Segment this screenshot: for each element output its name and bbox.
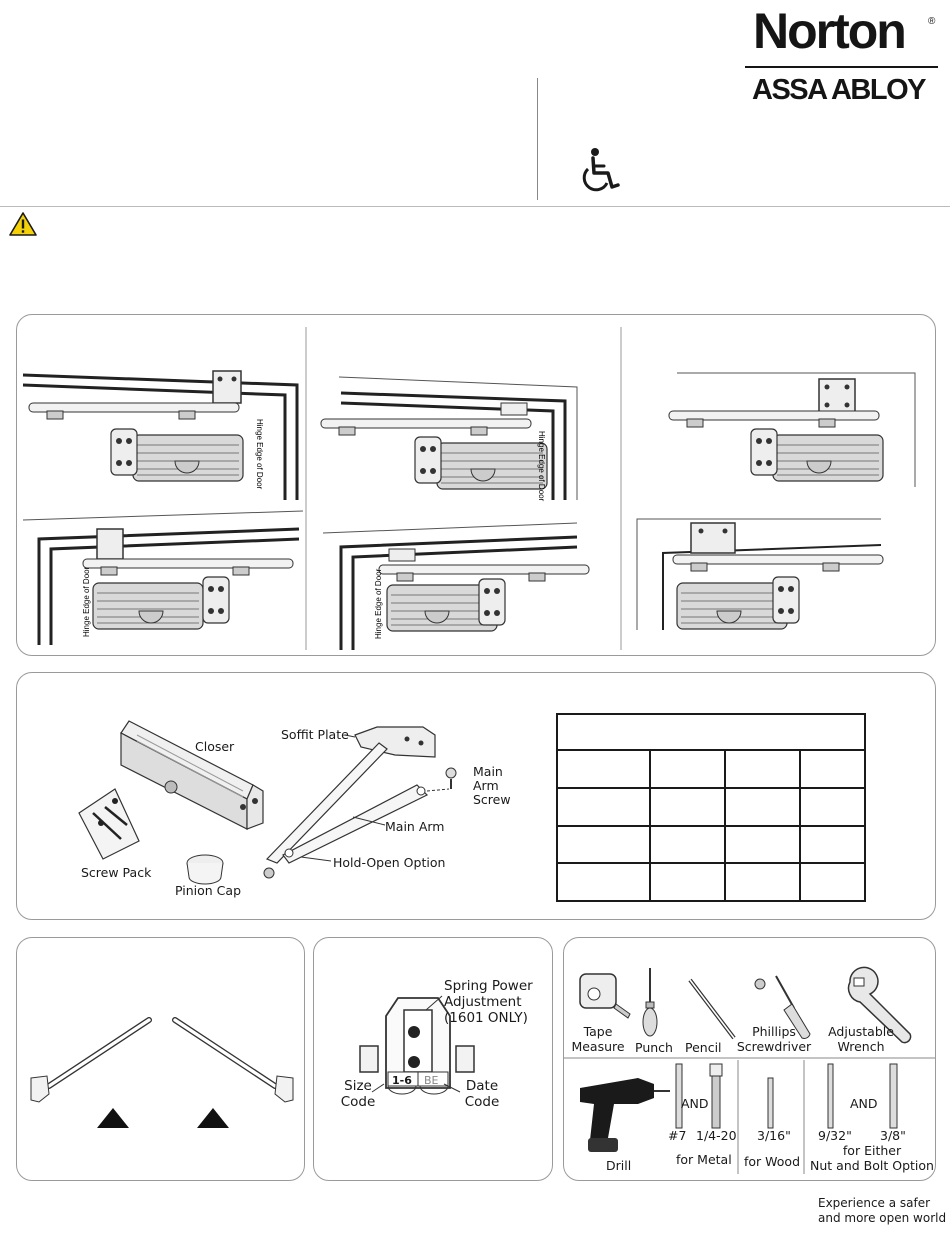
size-code-line-1: Size <box>344 1078 372 1094</box>
header-divider <box>537 78 538 200</box>
spring-power-label <box>444 978 533 1026</box>
wheelchair-accessibility-icon <box>578 147 624 195</box>
screw-pack-label: Screw Pack <box>81 865 152 880</box>
for-either-line-2: Nut and Bolt Option <box>810 1158 934 1173</box>
left-hand-door <box>31 1020 149 1102</box>
date-code-line-2: Code <box>464 1094 500 1110</box>
spring-power-line-1: Spring Power <box>444 978 533 994</box>
tape-measure-label <box>568 1024 628 1054</box>
pencil-icon <box>690 980 734 1038</box>
mounting-options-panel <box>16 314 936 656</box>
closer-label: Closer <box>195 739 235 754</box>
punch-icon <box>643 968 657 1036</box>
brand-name: Norton <box>753 3 905 59</box>
parts-panel <box>16 672 936 920</box>
hinge-edge-label: Hinge Edge of Door <box>374 568 383 639</box>
table-cell <box>557 826 650 864</box>
hinge-edge-label: Hinge Edge of Door <box>82 566 91 637</box>
soffit-plate-label: Soffit Plate <box>281 727 349 742</box>
blank-spec-table <box>556 713 866 902</box>
pinion-cap-illustration <box>187 855 223 884</box>
table-row <box>557 788 865 826</box>
header-rule <box>0 206 950 207</box>
table-cell <box>800 863 865 901</box>
tape-line-1: Tape <box>583 1024 613 1039</box>
bit-38-label: 3/8" <box>880 1128 906 1143</box>
mount-diagram-4 <box>323 523 589 650</box>
for-wood-label: for Wood <box>744 1154 801 1169</box>
table-cell <box>800 788 865 826</box>
phillips-line-2: Screwdriver <box>736 1039 812 1054</box>
main-arm-screw-line-3: Screw <box>473 792 511 807</box>
hinge-edge-label: Hinge Edge of Door <box>255 419 264 490</box>
phillips-line-1: Phillips <box>752 1024 796 1039</box>
tap-icon <box>710 1064 722 1128</box>
and-label: AND <box>850 1096 878 1111</box>
table-row <box>557 714 865 750</box>
table-cell <box>725 750 800 788</box>
phillips-label <box>736 1024 812 1054</box>
tape-measure-icon <box>580 974 630 1018</box>
table-cell <box>650 788 725 826</box>
table-cell <box>725 788 800 826</box>
handing-illustration <box>17 938 305 1181</box>
warning-icon <box>8 211 38 237</box>
for-either-label <box>810 1143 934 1173</box>
drill-bit-icon <box>768 1078 773 1128</box>
logo-rule <box>745 66 938 68</box>
screw-pack-illustration <box>79 789 139 859</box>
pinion-cap-label: Pinion Cap <box>175 883 241 898</box>
table-row <box>557 863 865 901</box>
and-label: AND <box>681 1096 709 1111</box>
for-metal-label: for Metal <box>676 1152 732 1167</box>
bit-316-label: 3/16" <box>757 1128 791 1143</box>
adjustment-valve-icon <box>408 1056 420 1068</box>
parts-illustration <box>17 673 537 920</box>
hold-open-label: Hold-Open Option <box>333 855 446 870</box>
table-row <box>557 750 865 788</box>
for-either-line-1: for Either <box>842 1143 902 1158</box>
drill-bit-icon <box>890 1064 897 1128</box>
drill-icon <box>580 1078 670 1152</box>
brand-tagline <box>818 1196 946 1226</box>
norton-logo <box>745 2 945 112</box>
size-code-line-2: Code <box>340 1094 376 1110</box>
spring-power-line-3: (1601 ONLY) <box>444 1010 528 1026</box>
bit-7-label: #7 <box>668 1128 687 1143</box>
closer-end-illustration <box>314 938 553 1181</box>
punch-label: Punch <box>635 1040 673 1055</box>
mount-diagram-6 <box>637 519 883 630</box>
closer-illustration <box>121 721 263 829</box>
adjustment-valve-icon <box>408 1026 420 1038</box>
pencil-label: Pencil <box>685 1040 722 1055</box>
table-cell <box>650 750 725 788</box>
wrench-line-2: Wrench <box>837 1039 885 1054</box>
mount-diagram-2 <box>23 511 303 645</box>
triangle-marker-icon <box>197 1108 229 1128</box>
tape-line-2: Measure <box>571 1039 625 1054</box>
required-tools-panel <box>563 937 936 1181</box>
table-cell <box>725 863 800 901</box>
table-cell <box>557 788 650 826</box>
table-cell <box>800 826 865 864</box>
table-cell <box>800 750 865 788</box>
table-cell <box>650 826 725 864</box>
wrench-label <box>826 1024 896 1054</box>
drill-label: Drill <box>606 1158 632 1173</box>
table-cell <box>557 863 650 901</box>
date-stamp: BE <box>424 1074 439 1087</box>
table-row <box>557 826 865 864</box>
mount-diagram-5 <box>669 373 915 487</box>
mounting-illustrations <box>17 315 936 656</box>
table-cell <box>725 826 800 864</box>
bit-932-label: 9/32" <box>818 1128 852 1143</box>
triangle-marker-icon <box>97 1108 129 1128</box>
main-arm-screw-line-1: Main <box>473 764 503 779</box>
main-arm-label: Main Arm <box>385 819 445 834</box>
closer-codes-panel <box>313 937 553 1181</box>
drill-bit-icon <box>828 1064 833 1128</box>
door-handing-panel <box>16 937 305 1181</box>
main-arm-screw-line-2: Arm <box>473 778 499 793</box>
wrench-line-1: Adjustable <box>828 1024 894 1039</box>
size-code-label <box>338 1078 378 1110</box>
tagline-line-2: and more open world <box>818 1211 947 1225</box>
table-cell <box>557 714 865 750</box>
spring-power-line-2: Adjustment <box>444 994 522 1010</box>
right-hand-door <box>175 1020 293 1102</box>
date-code-label <box>462 1078 502 1110</box>
tap-label: 1/4-20 <box>696 1128 737 1143</box>
tagline-line-1: Experience a safer <box>818 1196 931 1210</box>
registered-mark: ® <box>928 16 936 27</box>
table-cell <box>557 750 650 788</box>
parent-brand: ASSA ABLOY <box>752 74 925 106</box>
size-stamp: 1-6 <box>392 1074 412 1087</box>
hinge-edge-label: Hinge Edge of Door <box>537 431 546 502</box>
table-cell <box>650 863 725 901</box>
date-code-line-1: Date <box>465 1078 499 1094</box>
main-arm-screw-label <box>473 765 511 807</box>
